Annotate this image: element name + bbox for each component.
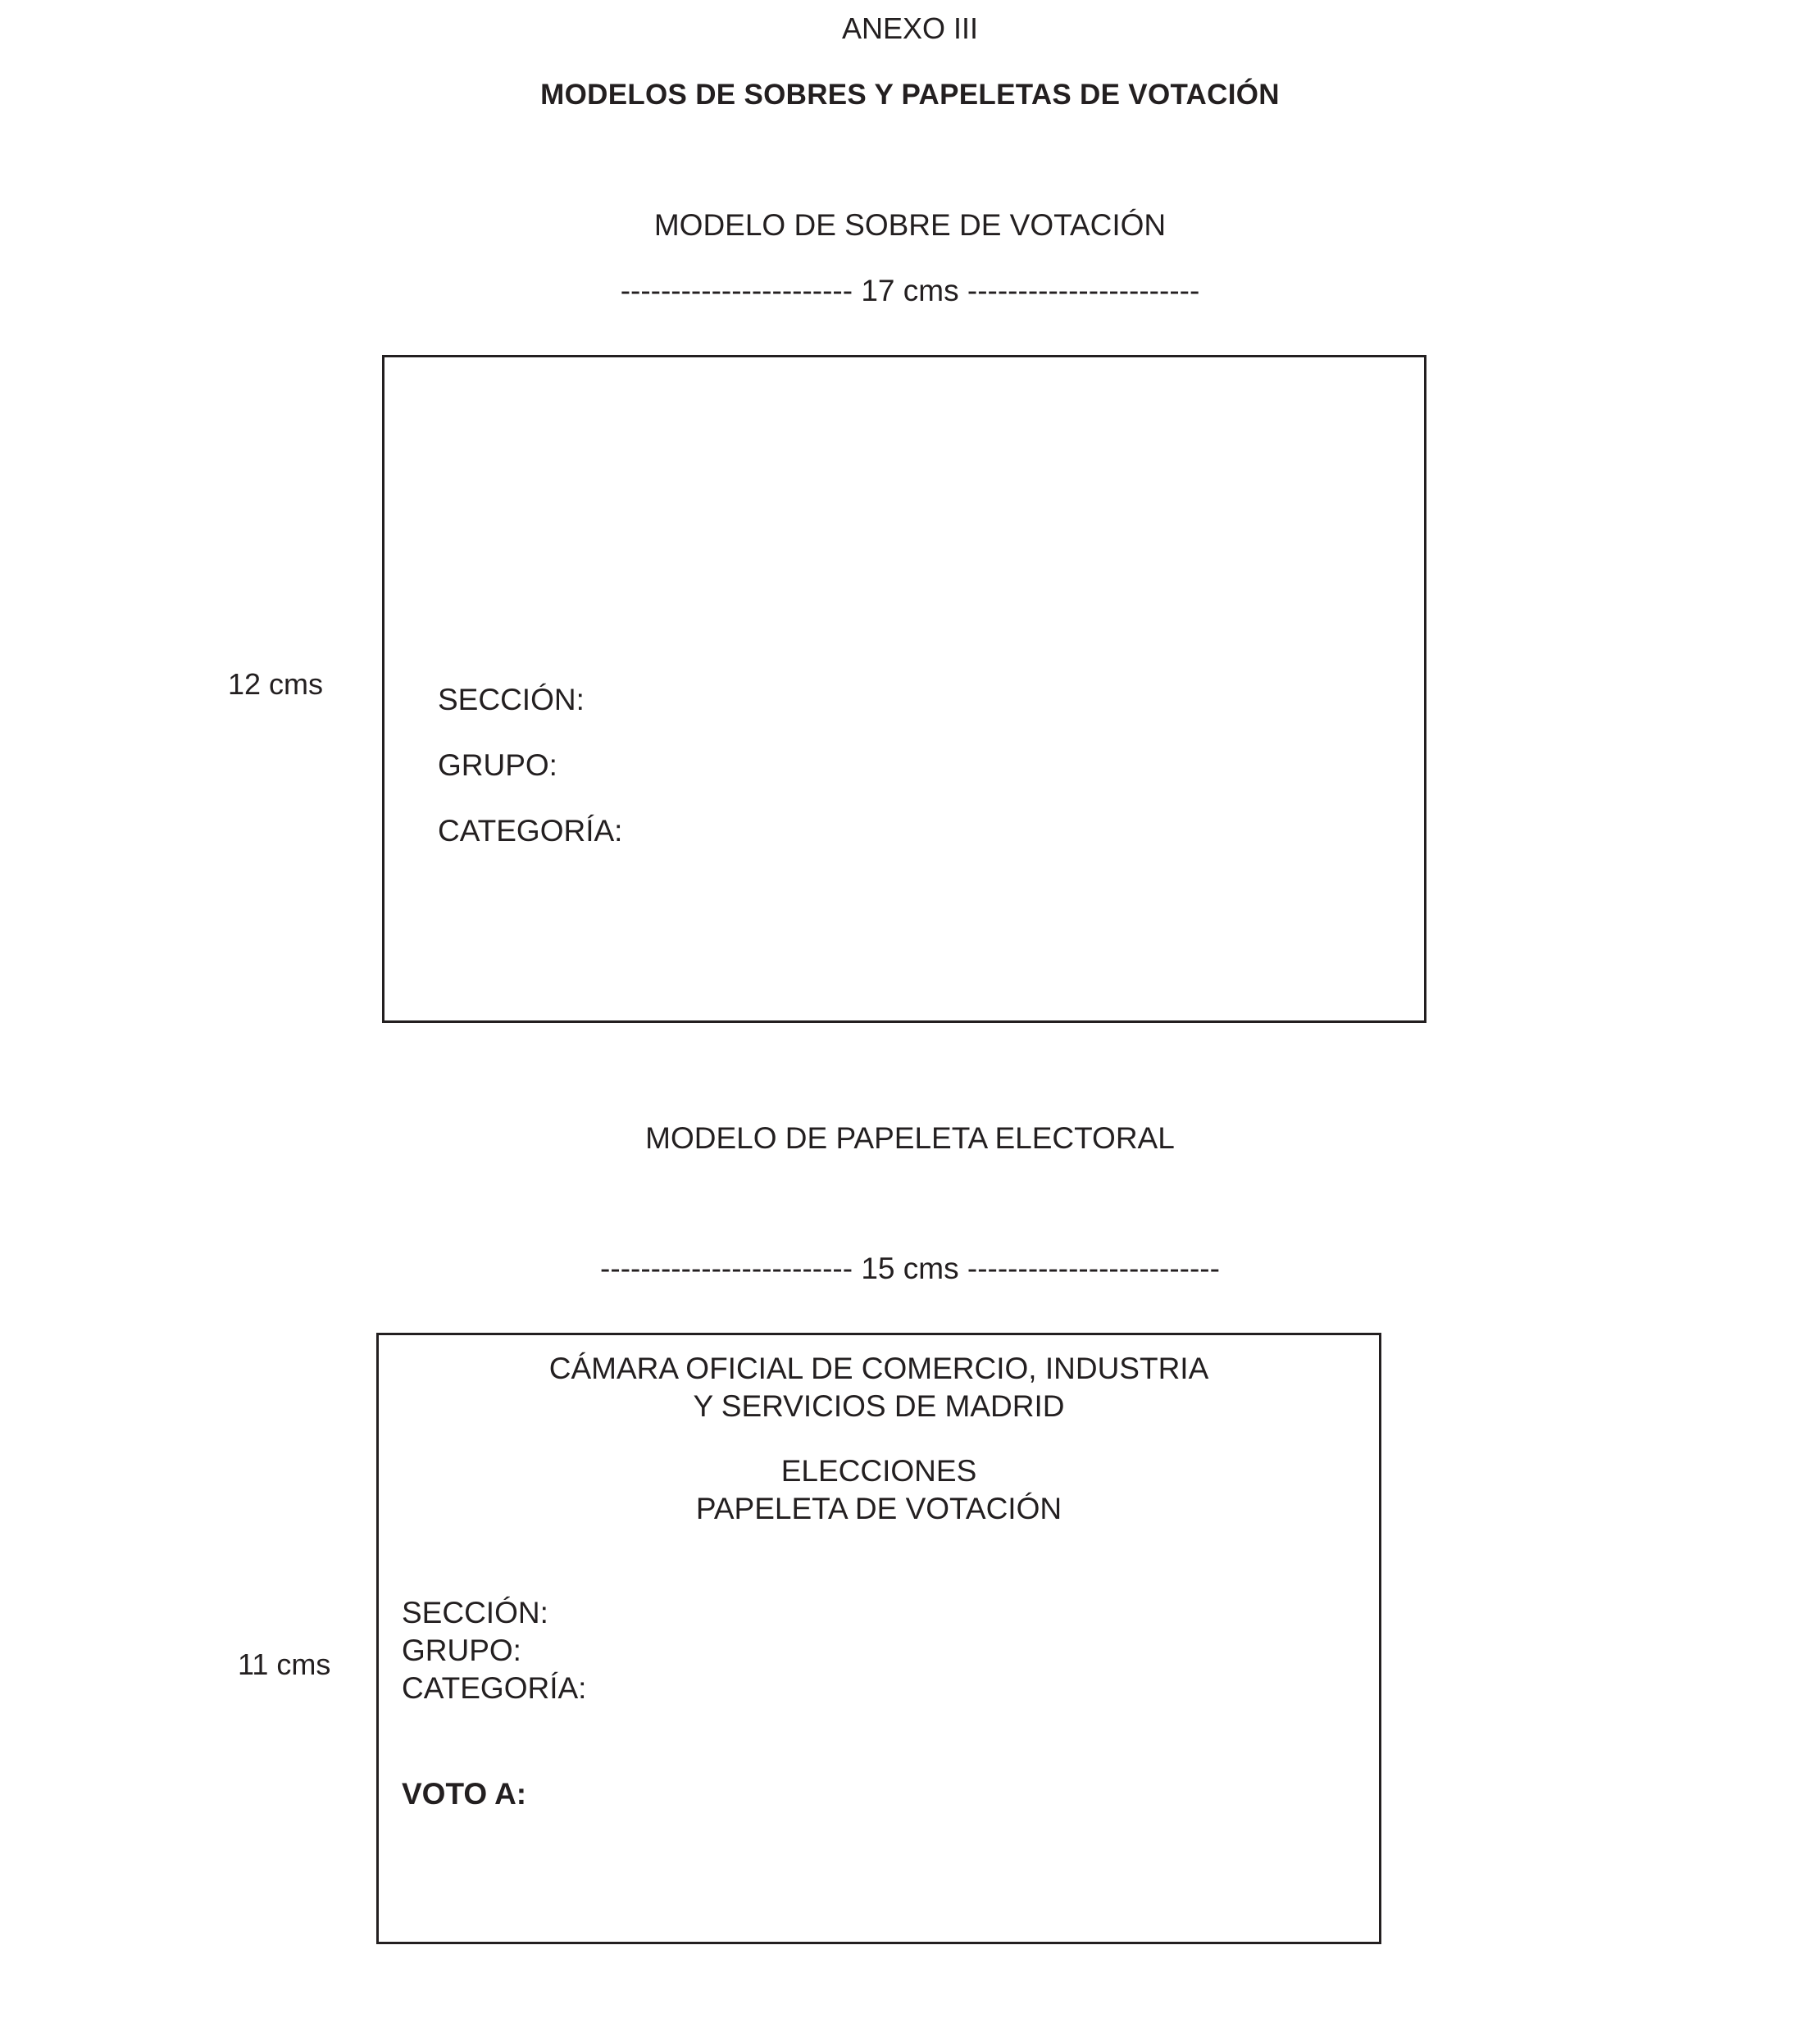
ballot-model-box — [376, 1333, 1381, 1944]
ballot-height-dimension: 11 cms — [238, 1647, 331, 1681]
ballot-grupo-field: GRUPO: — [402, 1634, 521, 1667]
ballot-model-heading: MODELO DE PAPELETA ELECTORAL — [645, 1121, 1175, 1155]
envelope-height-dimension: 12 cms — [228, 667, 324, 701]
ballot-width-dimension: ------------------------- 15 cms ------------------------- — [600, 1252, 1220, 1285]
document-title: MODELOS DE SOBRES Y PAPELETAS DE VOTACIÓN — [540, 79, 1280, 111]
ballot-header-ballot-title: PAPELETA DE VOTACIÓN — [695, 1492, 1062, 1525]
envelope-width-dimension: ----------------------- 17 cms ----------------------- — [620, 274, 1200, 307]
ballot-vote-for-field: VOTO A: — [402, 1777, 527, 1811]
envelope-grupo-field: GRUPO: — [438, 748, 557, 782]
ballot-categoria-field: CATEGORÍA: — [402, 1671, 587, 1705]
envelope-model-box — [382, 355, 1426, 1023]
ballot-header-chamber-line-2: Y SERVICIOS DE MADRID — [693, 1389, 1065, 1423]
envelope-seccion-field: SECCIÓN: — [438, 683, 585, 716]
ballot-header-chamber-line-1: CÁMARA OFICIAL DE COMERCIO, INDUSTRIA — [548, 1352, 1209, 1385]
ballot-seccion-field: SECCIÓN: — [402, 1596, 548, 1629]
annex-label: ANEXO III — [841, 11, 979, 45]
envelope-model-heading: MODELO DE SOBRE DE VOTACIÓN — [653, 208, 1167, 242]
envelope-categoria-field: CATEGORÍA: — [438, 814, 623, 848]
ballot-header-elections: ELECCIONES — [780, 1454, 977, 1488]
